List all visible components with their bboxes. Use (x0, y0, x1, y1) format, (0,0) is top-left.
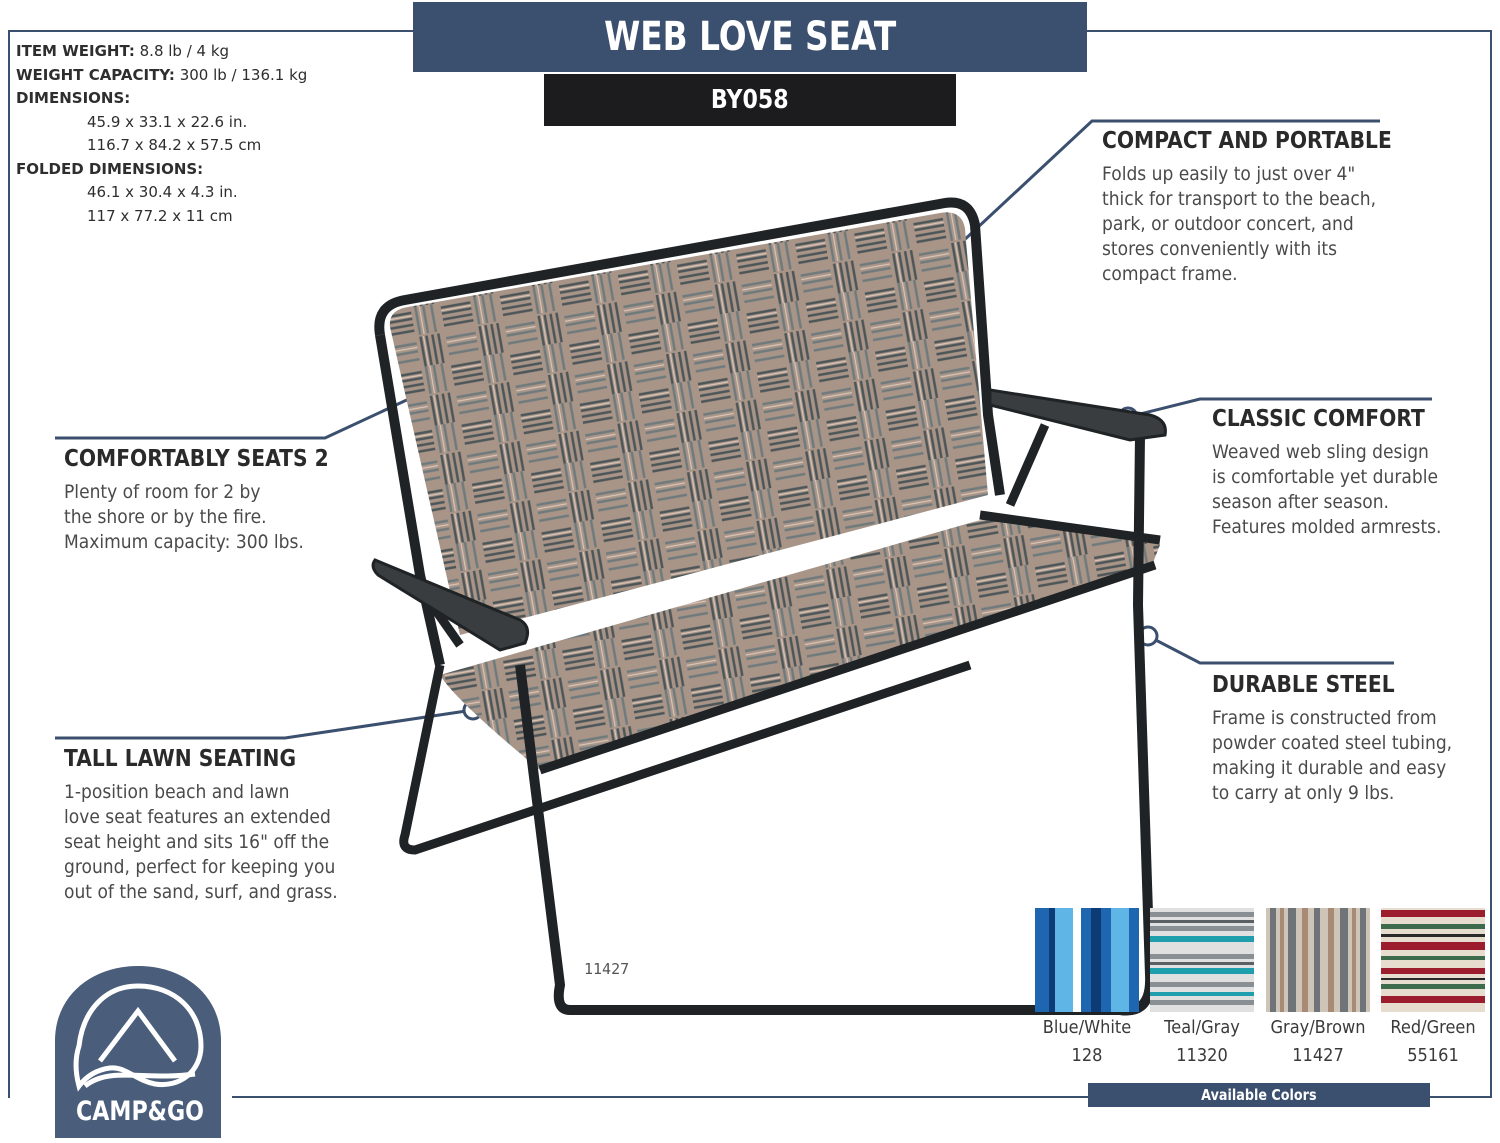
color-code: 11427 (1292, 1045, 1344, 1066)
feature-line: out of the sand, surf, and grass. (64, 881, 338, 903)
swatch-label (1381, 1014, 1485, 1070)
feature-title: DURABLE STEEL (1212, 672, 1395, 698)
feature-comfort (1212, 406, 1467, 540)
feature-line: compact frame. (1102, 263, 1238, 285)
feature-description (1212, 440, 1442, 540)
feature-line: Weaved web sling design (1212, 441, 1429, 463)
feature-tall (64, 746, 368, 905)
feature-line: Features molded armrests. (1212, 516, 1442, 538)
page-title: WEB LOVE SEAT (603, 14, 897, 60)
color-name: Red/Green (1390, 1017, 1476, 1038)
available-colors-caption: Available Colors (1201, 1086, 1317, 1104)
spec-value: 8.8 lb / 4 kg (139, 42, 230, 60)
color-code: 128 (1071, 1045, 1103, 1066)
feature-steel (1212, 672, 1479, 806)
feature-line: making it durable and easy (1212, 757, 1447, 779)
feature-line: Maximum capacity: 300 lbs. (64, 531, 304, 553)
feature-title: COMFORTABLY SEATS 2 (64, 446, 329, 472)
swatch-red-green (1381, 908, 1485, 1012)
spec-label: ITEM WEIGHT: (16, 42, 135, 60)
feature-title: CLASSIC COMFORT (1212, 406, 1425, 432)
feature-compact (1102, 128, 1431, 287)
feature-line: ground, perfect for keeping you (64, 856, 336, 878)
color-code: 55161 (1407, 1045, 1459, 1066)
feature-line: powder coated steel tubing, (1212, 732, 1453, 754)
swatch-label (1266, 1014, 1370, 1070)
feature-line: stores conveniently with its (1102, 238, 1337, 260)
feature-line: to carry at only 9 lbs. (1212, 782, 1395, 804)
product-number: 11427 (584, 960, 630, 978)
feature-title: COMPACT AND PORTABLE (1102, 128, 1392, 154)
swatch-label (1150, 1014, 1254, 1070)
available-colors-banner (1088, 1083, 1430, 1107)
feature-description (64, 480, 335, 555)
feature-description (1102, 162, 1398, 287)
model-number: BY058 (711, 85, 789, 115)
feature-line: love seat features an extended (64, 806, 331, 828)
spec-value: 46.1 x 30.4 x 4.3 in. (87, 183, 238, 201)
feature-description (64, 780, 338, 905)
spec-value: 300 lb / 136.1 kg (179, 65, 308, 84)
spec-label: DIMENSIONS: (16, 89, 131, 107)
feature-line: seat height and sits 16" off the (64, 831, 330, 853)
feature-line: the shore or by the fire. (64, 506, 267, 528)
swatch-blue-white (1035, 908, 1139, 1012)
swatch-gray-brown (1266, 908, 1370, 1012)
brand-name: CAMP&GO (76, 1096, 204, 1127)
feature-line: season after season. (1212, 491, 1390, 513)
spec-label: FOLDED DIMENSIONS: (16, 159, 204, 178)
color-name: Blue/White (1042, 1017, 1132, 1038)
spec-value: 45.9 x 33.1 x 22.6 in. (87, 112, 248, 131)
swatch-label (1035, 1014, 1139, 1070)
swatch-teal-gray (1150, 908, 1254, 1012)
feature-line: Folds up easily to just over 4" (1102, 163, 1356, 185)
feature-line: Plenty of room for 2 by (64, 481, 261, 503)
feature-title: TALL LAWN SEATING (64, 746, 297, 772)
feature-line: thick for transport to the beach, (1102, 188, 1377, 210)
color-name: Gray/Brown (1270, 1017, 1366, 1038)
feature-description (1212, 706, 1452, 806)
feature-line: 1-position beach and lawn (64, 781, 290, 803)
spec-label: WEIGHT CAPACITY: (16, 65, 175, 84)
color-code: 11320 (1176, 1045, 1228, 1066)
feature-line: park, or outdoor concert, and (1102, 213, 1354, 235)
spec-value: 116.7 x 84.2 x 57.5 cm (87, 136, 262, 154)
feature-line: is comfortable yet durable (1212, 466, 1438, 488)
color-name: Teal/Gray (1164, 1017, 1240, 1038)
feature-seats (64, 446, 365, 555)
feature-line: Frame is constructed from (1212, 707, 1437, 729)
callout-line-steel (1148, 636, 1394, 663)
spec-value: 117 x 77.2 x 11 cm (87, 206, 233, 225)
